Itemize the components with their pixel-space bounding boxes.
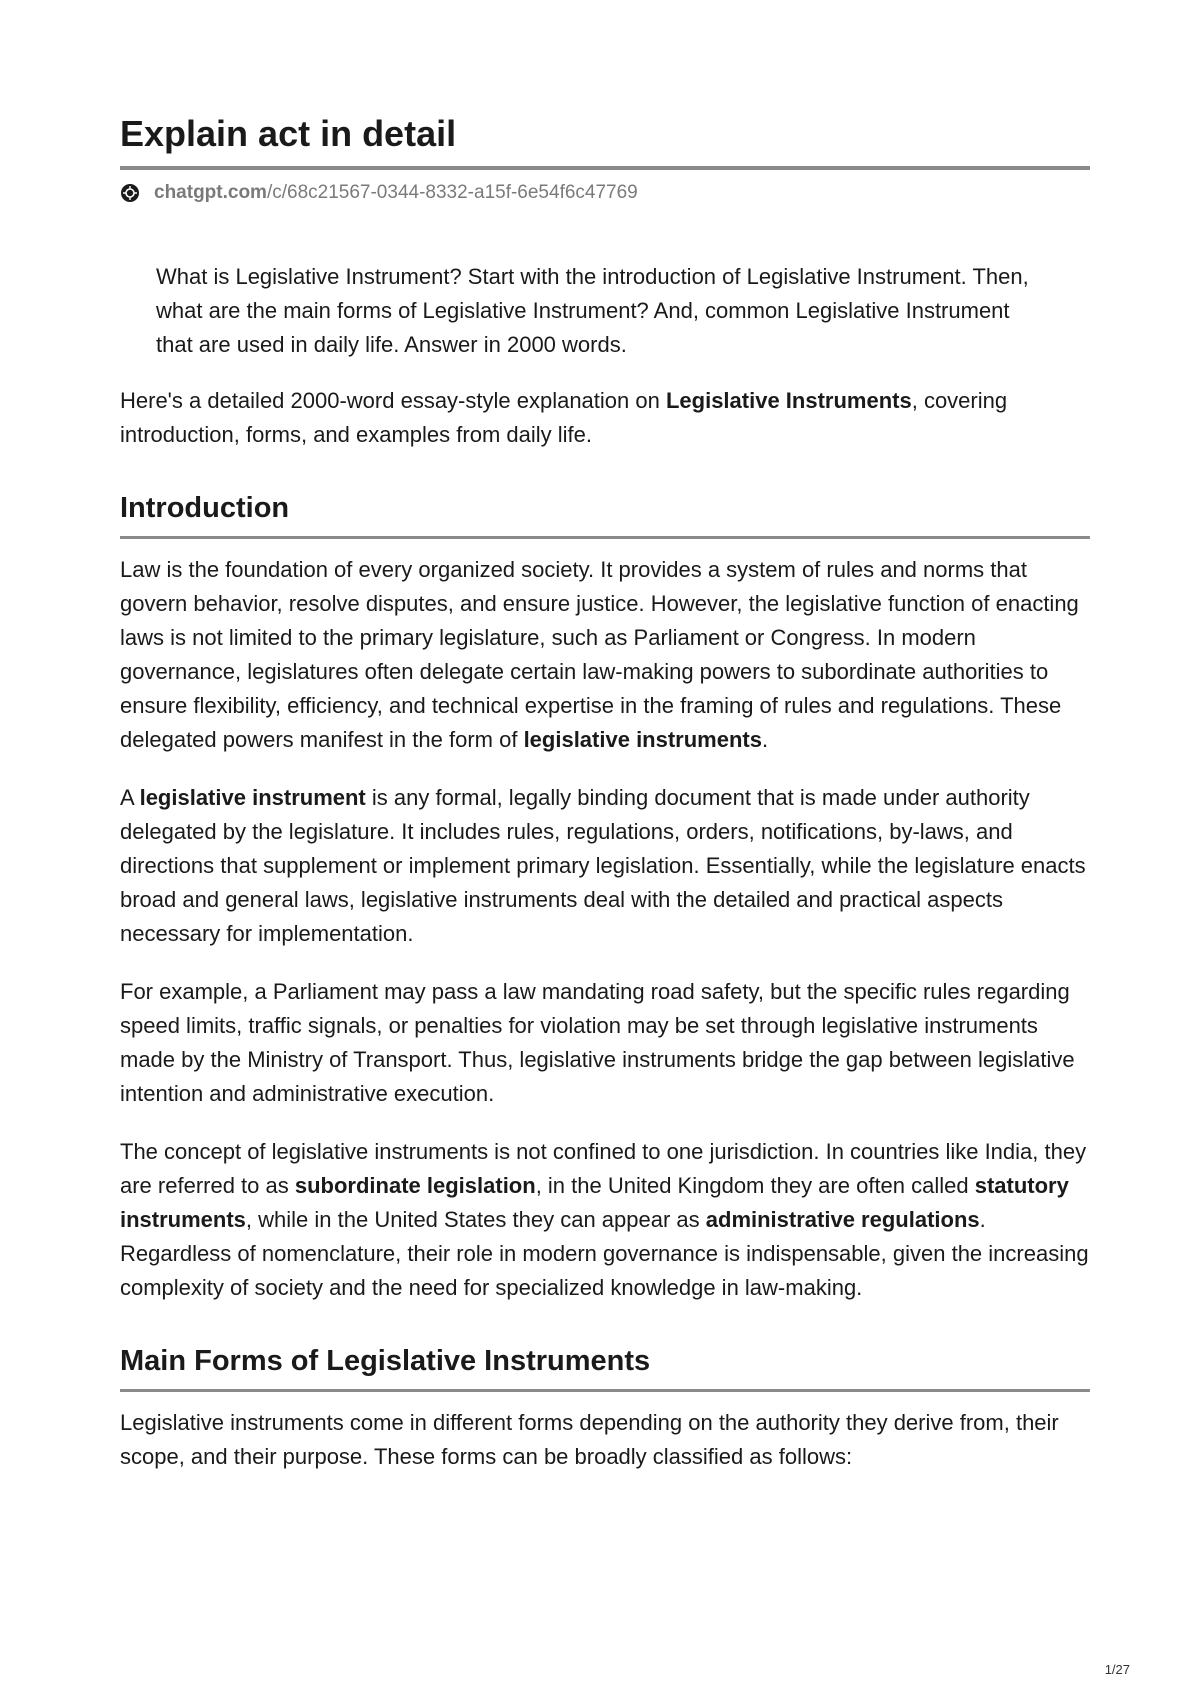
source-domain-link[interactable]: chatgpt.com xyxy=(154,182,267,203)
paragraph: For example, a Parliament may pass a law mandating road safety, but the specific rules regarding speed limits, traffic signals, or penalties for violation may be set through legislative instruments made by the Ministry of Transport. Thus, legislative instruments bridge the gap between legislative intention and administrative execution. xyxy=(120,979,1075,1106)
user-prompt: What is Legislative Instrument? Start with the introduction of Legislative Instrument. Then, what are the main forms of Legislative Instrument? And, common Legislative Instrument that are used in daily life. Answer in 2000 words. xyxy=(156,264,1029,357)
paragraph: Legislative instruments come in different forms depending on the authority they derive from, their scope, and their purpose. These forms can be broadly classified as follows: xyxy=(120,1410,1059,1469)
answer-intro: Here's a detailed 2000-word essay-style explanation on Legislative Instruments, covering introduction, forms, and examples from daily life. xyxy=(120,388,1008,447)
introduction-body xyxy=(120,553,1090,1305)
main-forms-body xyxy=(120,1406,1090,1474)
paragraph: The concept of legislative instruments is not confined to one jurisdiction. In countries like India, they are referred to as subordinate legislation, in the United Kingdom they are often called statutory instruments, while in the United States they can appear as administrative regulations. Regardless of nomenclature, their role in modern governance is indispensable, given the increasing complexity of society and the need for specialized knowledge in law-making. xyxy=(120,1139,1089,1300)
page-number: 1/27 xyxy=(1104,1662,1130,1677)
chatgpt-logo-icon xyxy=(120,183,140,203)
paragraph: A legislative instrument is any formal, legally binding document that is made under authority delegated by the legislature. It includes rules, regulations, orders, notifications, by-laws, and directions that supplement or implement primary legislation. Essentially, while the legislature enacts broad and general laws, legislative instruments deal with the detailed and practical aspects necessary for implementation. xyxy=(120,785,1086,946)
source-path-link[interactable]: /c/68c21567-0344-8332-a15f-6e54f6c47769 xyxy=(266,182,638,203)
answer-intro-bold: Legislative Instruments xyxy=(665,388,912,413)
section-heading-introduction: Introduction xyxy=(120,488,1090,539)
source-line xyxy=(120,180,1090,206)
section-heading-main-forms: Main Forms of Legislative Instruments xyxy=(120,1341,1090,1392)
document-page xyxy=(120,110,1090,1474)
page-title: Explain act in detail xyxy=(120,110,1090,170)
paragraph: Law is the foundation of every organized society. It provides a system of rules and norms that govern behavior, resolve disputes, and ensure justice. However, the legislative function of enacting laws is not limited to the primary legislature, such as Parliament or Congress. In modern governance, legislatures often delegate certain law-making powers to subordinate authorities to ensure flexibility, efficiency, and technical expertise in the framing of rules and regulations. These delegated powers manifest in the form of legislative instruments. xyxy=(120,557,1079,752)
